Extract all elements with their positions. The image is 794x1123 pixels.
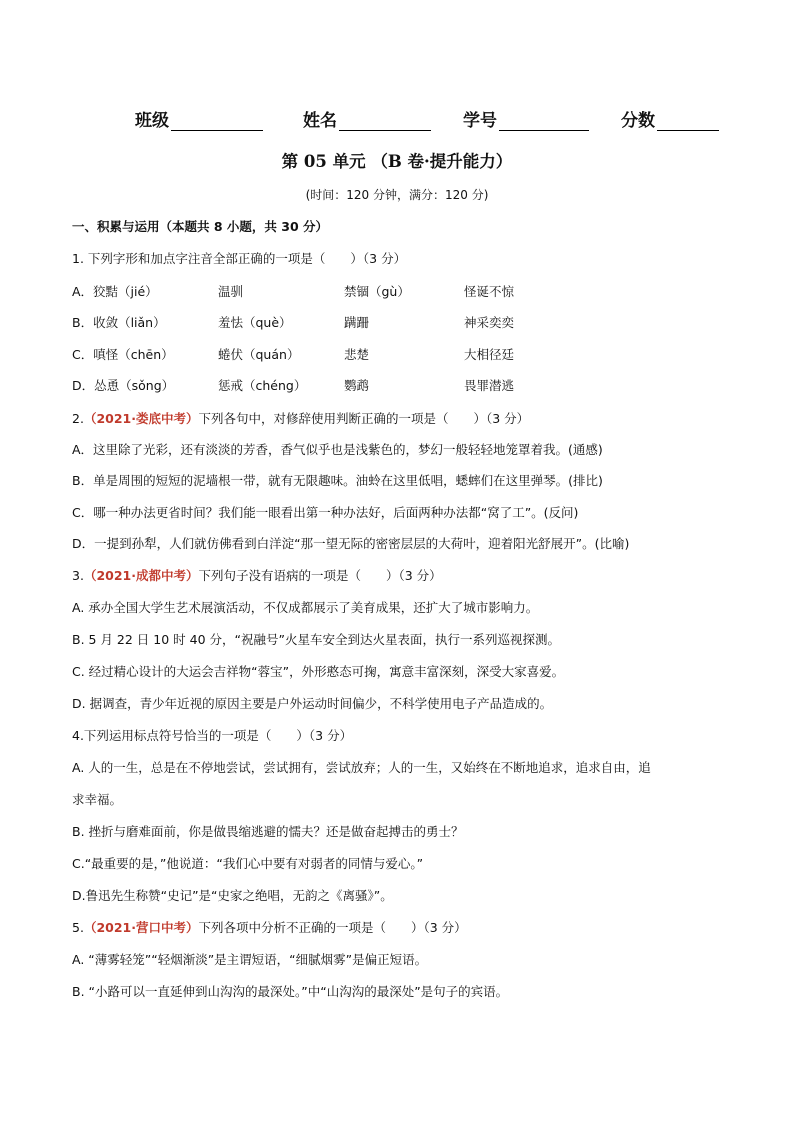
exam-info: (时间：120 分钟，满分：120 分) xyxy=(305,188,489,202)
option-cell: 禁锢（gù） xyxy=(344,284,410,299)
question-4-option-d[interactable]: D.鲁迅先生称赞“史记”是“史家之绝唱，无韵之《离骚》”。 xyxy=(72,888,393,903)
option-cell: 蹒跚 xyxy=(344,315,370,330)
option-cell: 大相径廷 xyxy=(464,347,515,362)
student-id-field[interactable] xyxy=(463,106,589,131)
question-2-option-d[interactable]: D．一提到孙犁，人们就仿佛看到白洋淀“那一望无际的密密层层的大荷叶，迎着阳光舒展开”。(比喻) xyxy=(72,536,630,551)
question-number: 3. xyxy=(72,568,84,583)
student-id-label: 学号 xyxy=(463,111,497,131)
question-text: 下列各项中分析不正确的一项是（ ）（3 分） xyxy=(198,920,467,935)
question-1-option-c[interactable] xyxy=(72,345,592,363)
question-4-stem: 4.下列运用标点符号恰当的一项是（ ）（3 分） xyxy=(72,728,353,743)
student-id-blank[interactable] xyxy=(499,129,589,131)
name-label: 姓名 xyxy=(303,111,337,131)
section-heading: 一、积累与运用（本题共 8 小题，共 30 分） xyxy=(72,219,329,234)
question-3-stem xyxy=(72,567,442,585)
question-5-stem xyxy=(72,919,467,937)
question-number: 2. xyxy=(72,411,84,426)
question-2-option-b[interactable]: B．单是周围的短短的泥墙根一带，就有无限趣味。油蛉在这里低唱，蟋蟀们在这里弹琴。(排比) xyxy=(72,473,603,488)
question-1-option-a[interactable] xyxy=(72,282,592,300)
option-cell: B．收敛（liǎn） xyxy=(72,315,166,330)
question-source: （2021·成都中考） xyxy=(83,568,199,583)
option-cell: A．狡黠（jié） xyxy=(72,284,158,299)
option-cell: 怪诞不惊 xyxy=(464,284,515,299)
question-3-option-d[interactable]: D. 据调查，青少年近视的原因主要是户外运动时间偏少，不科学使用电子产品造成的。 xyxy=(72,696,553,711)
option-cell: 悲楚 xyxy=(344,347,370,362)
question-3-option-b[interactable]: B. 5 月 22 日 10 时 40 分，“祝融号”火星车安全到达火星表面，执行一系列巡视探测。 xyxy=(72,632,560,647)
question-2-option-a[interactable]: A．这里除了光彩，还有淡淡的芳香，香气似乎也是浅紫色的，梦幻一般轻轻地笼罩着我。(通感) xyxy=(72,442,603,457)
class-label: 班级 xyxy=(135,111,169,131)
question-4-option-c[interactable]: C.“最重要的是，”他说道：“我们心中要有对弱者的同情与爱心。” xyxy=(72,856,424,871)
option-cell: 神采奕奕 xyxy=(464,315,515,330)
question-1-option-b[interactable] xyxy=(72,313,592,331)
question-text: 下列各句中，对修辞使用判断正确的一项是（ ）（3 分） xyxy=(198,411,530,426)
name-blank[interactable] xyxy=(339,129,431,131)
question-number: 5. xyxy=(72,920,84,935)
option-cell: 畏罪潜逃 xyxy=(464,378,515,393)
option-cell: D．怂恿（sǒng） xyxy=(72,378,175,393)
option-cell: 惩戒（chéng） xyxy=(218,378,307,393)
option-cell: 羞怯（què） xyxy=(218,315,292,330)
name-field[interactable] xyxy=(303,106,431,131)
question-2-option-c[interactable]: C．哪一种办法更省时间？我们能一眼看出第一种办法好，后面两种办法都“窝了工”。(反问) xyxy=(72,505,579,520)
question-4-option-a-cont[interactable]: 求幸福。 xyxy=(72,792,123,807)
option-cell: 温驯 xyxy=(218,284,244,299)
question-3-option-a[interactable]: A. 承办全国大学生艺术展演活动，不仅成都展示了美育成果，还扩大了城市影响力。 xyxy=(72,600,539,615)
question-text: 下列句子没有语病的一项是（ ）（3 分） xyxy=(198,568,442,583)
class-field[interactable] xyxy=(135,106,263,131)
question-1-option-d[interactable] xyxy=(72,376,592,394)
option-cell: 鹦鹉 xyxy=(344,378,370,393)
question-source: （2021·营口中考） xyxy=(83,920,199,935)
question-source: （2021·娄底中考） xyxy=(83,411,199,426)
question-2-stem xyxy=(72,410,529,428)
question-1-stem: 1. 下列字形和加点字注音全部正确的一项是（ ）（3 分） xyxy=(72,251,407,266)
score-blank[interactable] xyxy=(657,129,719,131)
option-cell: 蜷伏（quán） xyxy=(218,347,300,362)
question-5-option-b[interactable]: B. “小路可以一直延伸到山沟沟的最深处。”中“山沟沟的最深处”是句子的宾语。 xyxy=(72,984,509,999)
score-field[interactable] xyxy=(621,106,719,131)
question-3-option-c[interactable]: C. 经过精心设计的大运会吉祥物“蓉宝”，外形憨态可掬，寓意丰富深刻，深受大家喜爱。 xyxy=(72,664,565,679)
question-4-option-a[interactable]: A. 人的一生，总是在不停地尝试，尝试拥有，尝试放弃；人的一生，又始终在不断地追求，追求自由，追 xyxy=(72,760,651,775)
score-label: 分数 xyxy=(621,111,655,131)
option-cell: C．嗔怪（chēn） xyxy=(72,347,174,362)
class-blank[interactable] xyxy=(171,129,263,131)
page-title: 第 05 单元 （B 卷·提升能力） xyxy=(281,152,513,171)
question-4-option-b[interactable]: B. 挫折与磨难面前，你是做畏缩逃避的懦夫？还是做奋起搏击的勇士？ xyxy=(72,824,464,839)
question-5-option-a[interactable]: A. “薄雾轻笼”“轻烟渐淡”是主谓短语，“细腻烟雾”是偏正短语。 xyxy=(72,952,428,967)
